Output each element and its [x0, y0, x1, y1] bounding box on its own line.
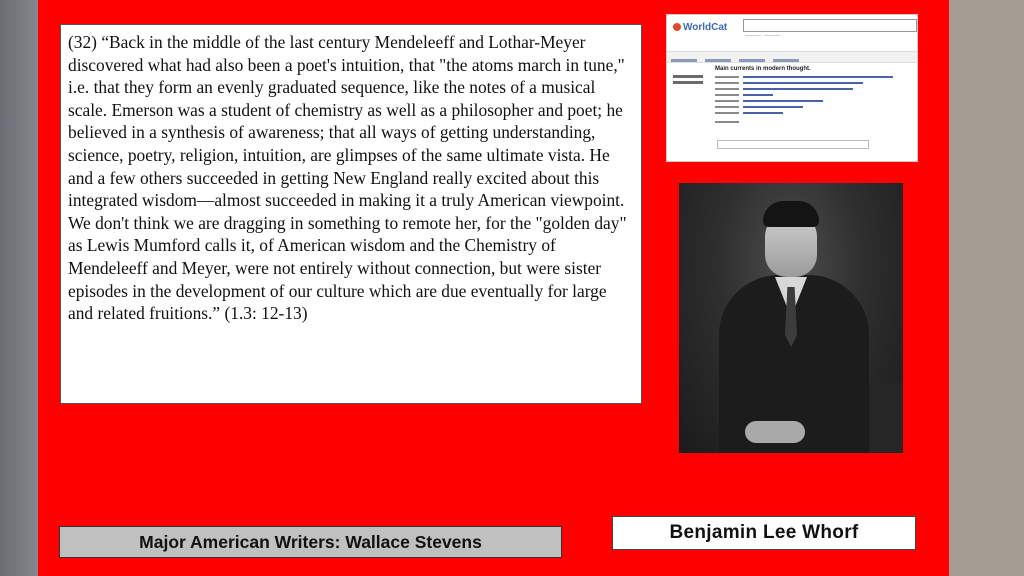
quote-text-box: (32) “Back in the middle of the last century Mendeleeff and Lothar-Meyer discovered what had also been a poet's intuition, that "the atoms march in tune," i.e. that they form an evenly graduated sequence, like the notes of a musical scale. Emerson was a student of chemistry as well as a philosopher and poet; he believed in a synthesis of awareness; that all ways of getting understanding, science, poetry, religion, intuition, are glimpses of the same ultimate vista. He and a few others succeeded in getting New England really excited about this integrated wisdom—almost succeeded in making it a truly American viewpoint. We don't think we are dragging in something to remote her, for the "golden day" as Lewis Mumford calls it, of American wisdom and the Chemistry of Mendeleeff and Meyer, were not entirely without connection, but were sister episodes in the development of our culture which are due eventually for large and related fruitions.” (1.3: 12-13) [60, 24, 642, 404]
left-margin [0, 0, 38, 576]
right-margin [949, 0, 1024, 576]
worldcat-search-links: ———— ———— [745, 32, 781, 37]
worldcat-logo: WorldCat [673, 22, 727, 33]
worldcat-sidebar-line [673, 81, 703, 84]
photo-caption: Benjamin Lee Whorf [612, 516, 916, 550]
worldcat-sidebar-line [673, 75, 703, 78]
portrait-photo [679, 183, 903, 453]
worldcat-screenshot [666, 14, 918, 162]
footer-course-title: Major American Writers: Wallace Stevens [59, 526, 562, 558]
worldcat-toolbar [667, 51, 917, 63]
hair-shape [763, 201, 819, 227]
hand-shape [745, 421, 805, 443]
worldcat-record-title: Main currents in modern thought. [715, 66, 811, 72]
worldcat-footer-search [717, 140, 869, 149]
worldcat-search-field [743, 19, 917, 32]
